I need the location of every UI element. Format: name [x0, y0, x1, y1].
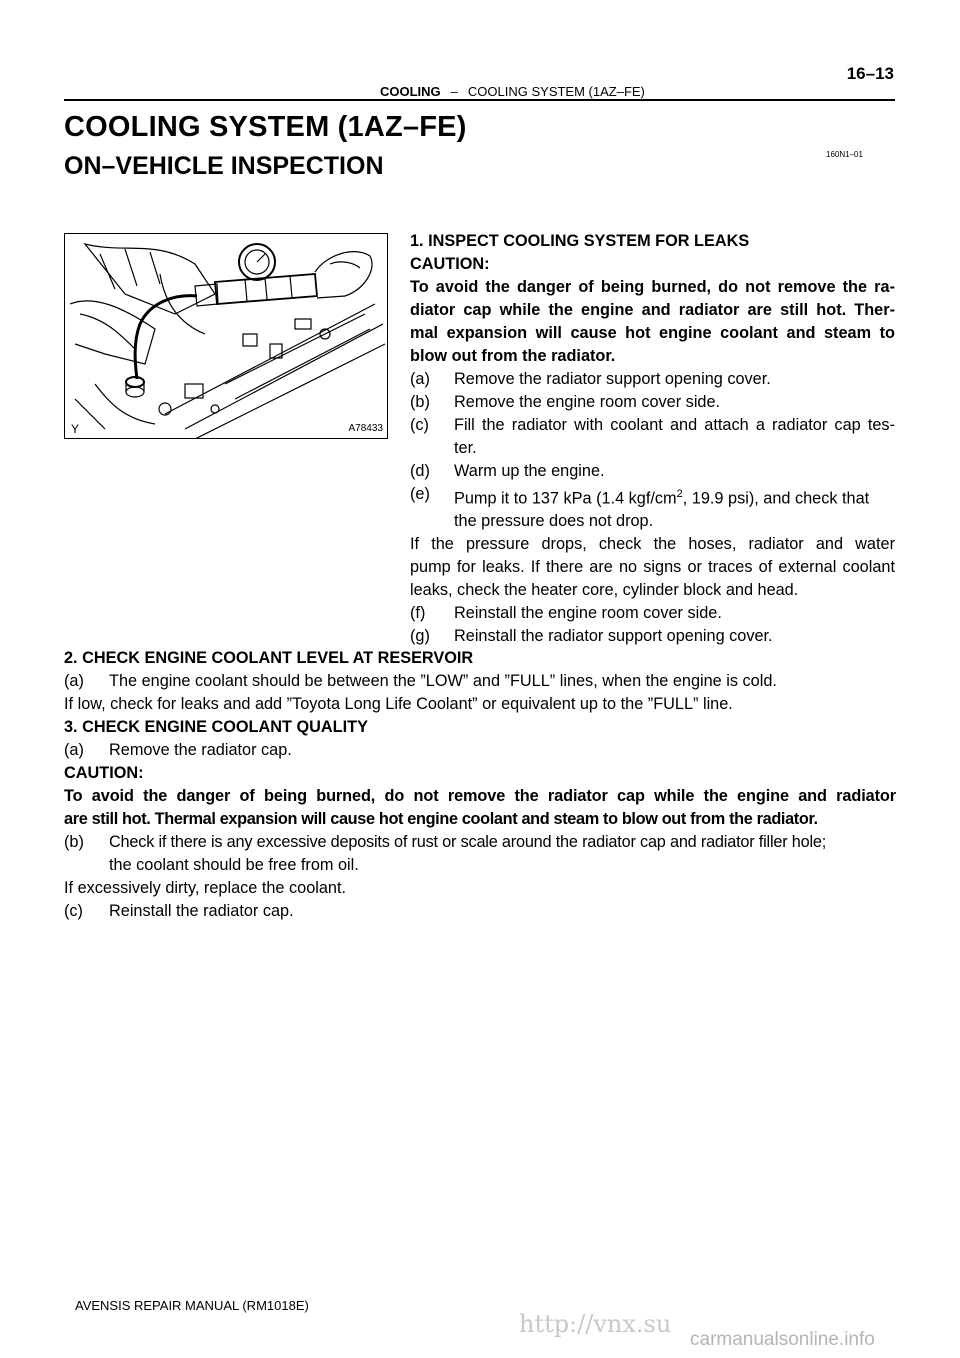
steps-2-3-block [64, 647, 896, 923]
radiator-cap-tester-illustration [64, 233, 388, 439]
item-text: Reinstall the radiator support opening cover. [454, 627, 773, 646]
document-code: 160N1–01 [826, 150, 863, 159]
engine-bay-drawing [65, 234, 388, 439]
step-3-caution-line: are still hot. Thermal expansion will cause hot engine coolant and steam to blow out from the radiator. [64, 810, 818, 828]
header-section: COOLING [380, 84, 441, 99]
item-text: Check if there is any excessive deposits of rust or scale around the radiator cap and radiator filler hole; [109, 833, 827, 851]
step-1-heading: 1. INSPECT COOLING SYSTEM FOR LEAKS [410, 232, 750, 250]
item-label: (a) [64, 741, 84, 759]
step-3a [64, 739, 896, 762]
header-subsection: COOLING SYSTEM (1AZ–FE) [467, 84, 645, 99]
item-label: (c) [64, 902, 83, 920]
section-subtitle: ON–VEHICLE INSPECTION [64, 152, 384, 180]
step-2-note: If low, check for leaks and add ”Toyota Long Life Coolant” or equivalent up to the ”FULL” line. [64, 695, 733, 713]
item-text: Warm up the engine. [454, 462, 605, 480]
step-1-note-line: leaks, check the heater core, cylinder block and head. [410, 581, 799, 600]
step-1d [410, 460, 895, 483]
page-number: 16–13 [846, 64, 894, 83]
item-text-continued: the pressure does not drop. [454, 512, 654, 531]
watermark-link[interactable]: http://vnx.su [519, 1310, 672, 1338]
item-text: Remove the radiator support opening cover. [454, 370, 771, 388]
step-1-note-line: pump for leaks. If there are no signs or traces of external coolant [410, 558, 895, 577]
item-text: Remove the radiator cap. [109, 741, 292, 759]
step-3-heading: 3. CHECK ENGINE COOLANT QUALITY [64, 718, 368, 736]
pressure-text-post: , 19.9 psi), and check that [682, 489, 870, 508]
footer-manual-id: AVENSIS REPAIR MANUAL (RM1018E) [75, 1298, 309, 1313]
step-1c [410, 414, 895, 437]
brand-watermark: carmanualsonline.info [690, 1329, 875, 1350]
item-label: (f) [410, 604, 426, 623]
step-1e [410, 483, 895, 510]
step-1-note-line: If the pressure drops, check the hoses, radiator and water [410, 535, 895, 554]
pressure-text: Pump it to 137 kPa (1.4 kgf/cm [454, 489, 677, 508]
step-1-caution-label: CAUTION: [410, 255, 490, 273]
step-2-heading: 2. CHECK ENGINE COOLANT LEVEL AT RESERVOIR [64, 649, 474, 667]
step-1a [410, 368, 895, 391]
step-1g [410, 625, 895, 648]
step-1f [410, 602, 895, 625]
item-text: Reinstall the radiator cap. [109, 902, 294, 920]
item-text [454, 483, 895, 510]
step-3c [64, 900, 896, 923]
item-label: (a) [64, 672, 84, 690]
step-3-caution-line: To avoid the danger of being burned, do not remove the radiator cap while the engine and radiator [64, 787, 896, 805]
figure-corner-label: Y [71, 422, 80, 436]
header-separator: – [450, 84, 458, 99]
step-1-caution-line: blow out from the radiator. [410, 347, 616, 365]
page-title: COOLING SYSTEM (1AZ–FE) [64, 111, 467, 143]
header-rule [64, 99, 895, 101]
item-label: (e) [410, 485, 430, 503]
item-label: (c) [410, 416, 429, 434]
step-3-caution-label: CAUTION: [64, 764, 144, 782]
step-2a [64, 670, 896, 693]
item-text-continued: ter. [454, 439, 477, 457]
item-label: (b) [410, 393, 430, 411]
step-1-caution-line: To avoid the danger of being burned, do not remove the ra- [410, 278, 895, 296]
step-1-block [410, 230, 895, 648]
step-3b [64, 831, 896, 854]
item-text-continued: the coolant should be free from oil. [109, 856, 359, 874]
item-label: (d) [410, 462, 430, 480]
item-label: (b) [64, 833, 84, 851]
item-text: Reinstall the engine room cover side. [454, 604, 722, 623]
step-1b [410, 391, 895, 414]
running-header [380, 84, 645, 99]
item-label: (a) [410, 370, 430, 388]
item-text: Remove the engine room cover side. [454, 393, 721, 411]
item-text: Fill the radiator with coolant and attach a radiator cap tes- [454, 416, 895, 434]
figure-code: A78433 [348, 423, 383, 434]
step-1-caution-line: diator cap while the engine and radiator are still hot. Ther- [410, 301, 895, 319]
superscript-2: 2 [676, 488, 683, 500]
step-1-caution-line: mal expansion will cause hot engine coolant and steam to [410, 324, 895, 342]
item-label: (g) [410, 627, 430, 646]
item-text: The engine coolant should be between the ”LOW” and ”FULL” lines, when the engine is cold. [109, 672, 777, 690]
step-3-note: If excessively dirty, replace the coolant. [64, 879, 347, 897]
